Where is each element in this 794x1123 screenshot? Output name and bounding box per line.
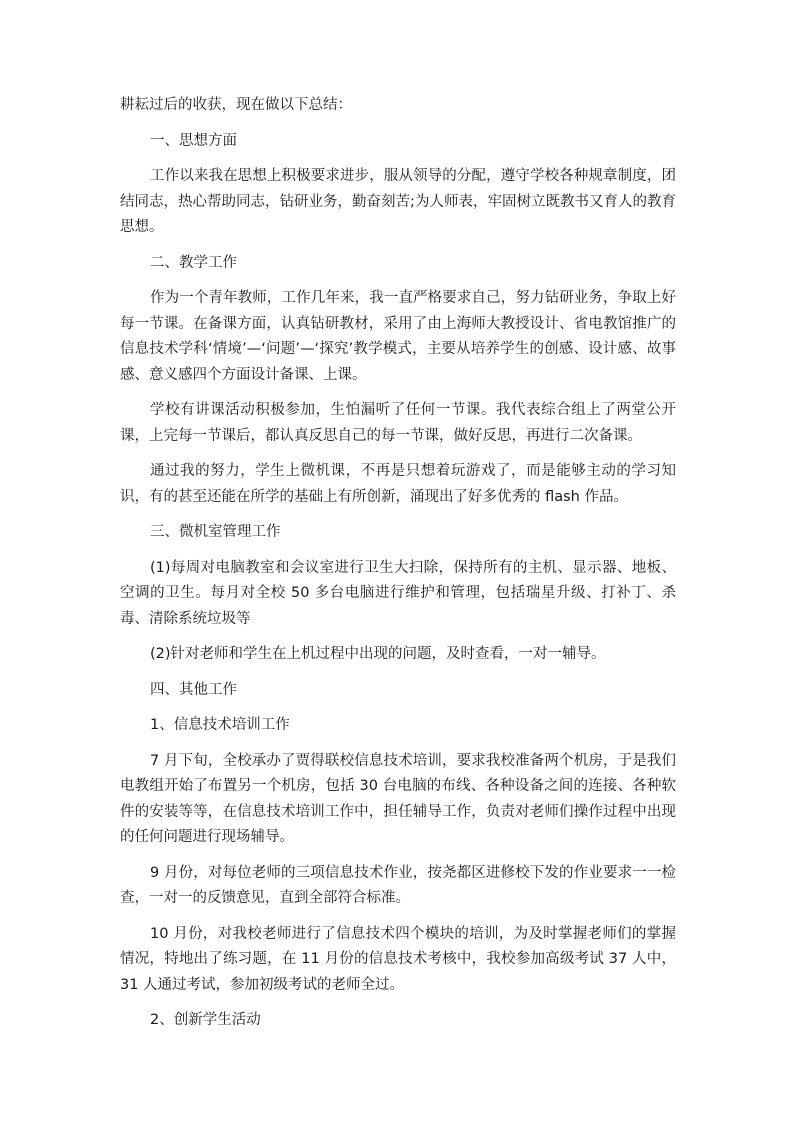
paragraph-lab-1: (1)每周对电脑教室和会议室进行卫生大扫除，保持所有的主机、显示器、地板、空调的卫生。每月对全校 50 多台电脑进行维护和管理，包括瑞星升级、打补丁、杀毒、清除系统垃圾等 bbox=[120, 559, 676, 627]
section-heading-teaching: 二、教学工作 bbox=[150, 254, 237, 271]
subsection-heading-training: 1、信息技术培训工作 bbox=[150, 717, 290, 733]
paragraph-lab-2: (2)针对老师和学生在上机过程中出现的问题，及时查看，一对一辅导。 bbox=[150, 646, 606, 662]
subsection-heading-student-activities: 2、创新学生活动 bbox=[150, 1012, 261, 1028]
section-heading-lab: 三、微机室管理工作 bbox=[150, 524, 281, 540]
paragraph-training-1: 7 月下旬，全校承办了贾得联校信息技术培训，要求我校准备两个机房，于是我们电教组开始了布置另一个机房，包括 30 台电脑的布线、各种设备之间的连接、各种软件的安装等等，在信息技术培训工作中，担任辅导工作，负责对老师们操作过程中出现的任何问题进行现场辅导。 bbox=[120, 752, 676, 845]
paragraph-training-3: 10 月份，对我校老师进行了信息技术四个模块的培训，为及时掌握老师们的掌握情况，特地出了练习题，在 11 月份的信息技术考核中，我校参加高级考试 37 人中，31 人通过考试，参加初级考试的老师全过。 bbox=[120, 925, 676, 993]
intro-paragraph: 耕耘过后的收获，现在做以下总结： bbox=[120, 97, 352, 113]
paragraph-training-2: 9 月份，对每位老师的三项信息技术作业，按尧都区进修校下发的作业要求一一检查，一对一的反馈意见，直到全部符合标准。 bbox=[120, 864, 676, 906]
paragraph-thought: 工作以来我在思想上积极要求进步，服从领导的分配，遵守学校各种规章制度，团结同志，热心帮助同志，钻研业务，勤奋刻苦;为人师表，牢固树立既教书又育人的教育思想。 bbox=[120, 168, 676, 235]
paragraph-teaching-2: 学校有讲课活动积极参加，生怕漏听了任何一节课。我代表综合组上了两堂公开课，上完每一节课后，都认真反思自己的每一节课，做好反思，再进行二次备课。 bbox=[120, 402, 676, 444]
section-heading-thought: 一、思想方面 bbox=[150, 132, 237, 149]
paragraph-teaching-1: 作为一个青年教师，工作几年来，我一直严格要求自己，努力钻研业务，争取上好每一节课。在备课方面，认真钻研教材，采用了由上海师大教授设计、省电教馆推广的信息技术学科‘情境’—‘问题’—‘探究’教学模式，主要从培养学生的创感、设计感、故事感、意义感四个方面设计备课、上课。 bbox=[120, 290, 676, 383]
document-page bbox=[120, 93, 676, 1044]
section-heading-other: 四、其他工作 bbox=[150, 681, 237, 698]
paragraph-teaching-3: 通过我的努力，学生上微机课，不再是只想着玩游戏了，而是能够主动的学习知识，有的甚至还能在所学的基础上有所创新，涌现出了好多优秀的 flash 作品。 bbox=[120, 463, 676, 505]
